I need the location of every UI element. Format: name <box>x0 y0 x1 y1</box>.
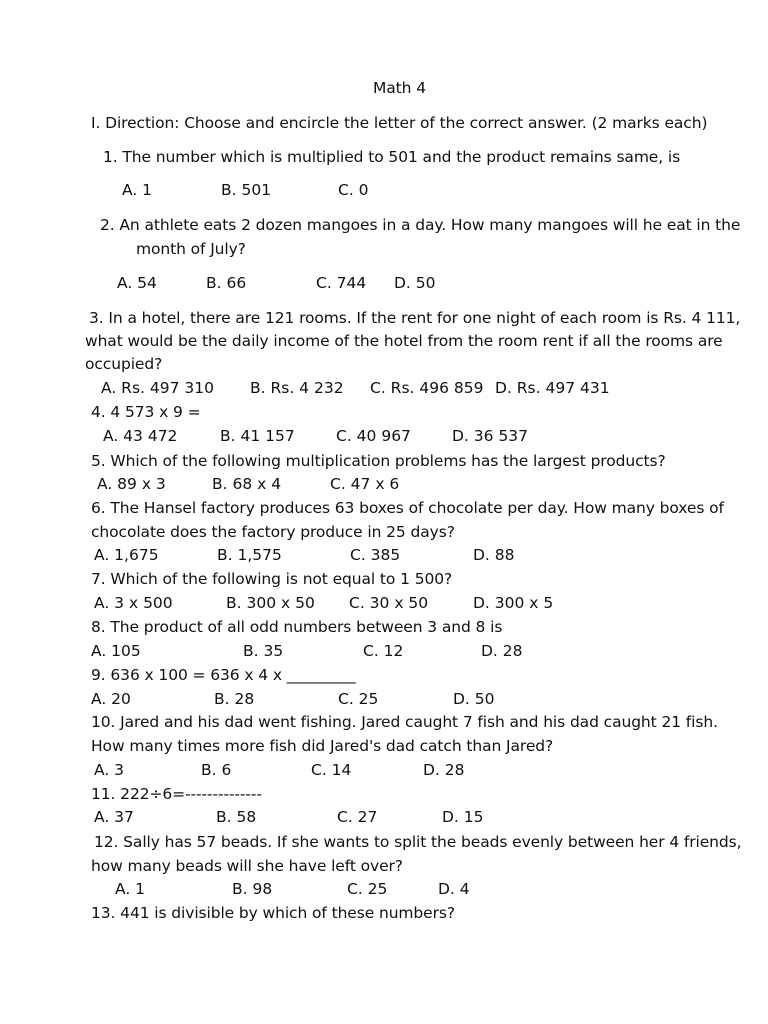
question-text-continuation: what would be the daily income of the hotel from the room rent if all the rooms are <box>85 332 723 350</box>
answer-option[interactable]: A. 37 <box>94 808 134 826</box>
answer-option[interactable]: A. 1 <box>115 880 146 898</box>
answer-option[interactable]: C. 30 x 50 <box>349 594 429 612</box>
answer-option[interactable]: B. 28 <box>214 690 255 708</box>
answer-option[interactable]: B. 41 157 <box>220 427 295 445</box>
question-text: 12. Sally has 57 beads. If she wants to split the beads evenly between her 4 friends, <box>94 833 742 851</box>
answer-option[interactable]: D. 50 <box>453 690 495 708</box>
answer-option[interactable]: C. 25 <box>338 690 379 708</box>
answer-option[interactable]: A. 43 472 <box>103 427 178 445</box>
question-text-continuation: how many beads will she have left over? <box>91 857 403 875</box>
answer-option[interactable]: B. 68 x 4 <box>212 475 282 493</box>
answer-option[interactable]: D. 36 537 <box>452 427 529 445</box>
answer-option[interactable]: C. 40 967 <box>336 427 411 445</box>
question-text: 1. The number which is multiplied to 501 and the product remains same, is <box>103 148 681 166</box>
answer-option[interactable]: B. 501 <box>221 181 272 199</box>
answer-option[interactable]: A. 3 x 500 <box>94 594 173 612</box>
answer-option[interactable]: D. 28 <box>481 642 523 660</box>
answer-option[interactable]: B. 6 <box>201 761 232 779</box>
answer-option[interactable]: A. 105 <box>91 642 141 660</box>
answer-option[interactable]: C. 25 <box>347 880 388 898</box>
question-text-continuation: occupied? <box>85 355 163 373</box>
question-text-continuation: How many times more fish did Jared's dad catch than Jared? <box>91 737 554 755</box>
answer-option[interactable]: B. 58 <box>216 808 257 826</box>
answer-option[interactable]: C. 47 x 6 <box>330 475 400 493</box>
answer-option[interactable]: C. 744 <box>316 274 367 292</box>
answer-option[interactable]: B. 98 <box>232 880 273 898</box>
directions-text: I. Direction: Choose and encircle the letter of the correct answer. (2 marks each) <box>91 114 708 132</box>
answer-option[interactable]: B. 300 x 50 <box>226 594 315 612</box>
answer-option[interactable]: A. 1,675 <box>94 546 159 564</box>
question-text: 5. Which of the following multiplication problems has the largest products? <box>91 452 666 470</box>
question-text-continuation: chocolate does the factory produce in 25 days? <box>91 523 455 541</box>
question-text: 11. 222÷6=-------------- <box>91 785 262 803</box>
answer-option[interactable]: C. 12 <box>363 642 404 660</box>
answer-option[interactable]: B. Rs. 4 232 <box>250 379 344 397</box>
answer-option[interactable]: B. 1,575 <box>217 546 282 564</box>
question-text: 3. In a hotel, there are 121 rooms. If the rent for one night of each room is Rs. 4 111, <box>89 309 741 327</box>
answer-option[interactable]: D. 50 <box>394 274 436 292</box>
answer-option[interactable]: A. 3 <box>94 761 125 779</box>
question-text: 10. Jared and his dad went fishing. Jared caught 7 fish and his dad caught 21 fish. <box>91 713 718 731</box>
answer-option[interactable]: B. 66 <box>206 274 247 292</box>
question-text-continuation: month of July? <box>136 240 246 258</box>
answer-option[interactable]: A. 54 <box>117 274 157 292</box>
question-text: 13. 441 is divisible by which of these numbers? <box>91 904 455 922</box>
answer-option[interactable]: C. 385 <box>350 546 401 564</box>
question-text: 8. The product of all odd numbers between 3 and 8 is <box>91 618 503 636</box>
answer-option[interactable]: A. Rs. 497 310 <box>101 379 214 397</box>
answer-option[interactable]: C. 14 <box>311 761 352 779</box>
question-text: 6. The Hansel factory produces 63 boxes of chocolate per day. How many boxes of <box>91 499 724 517</box>
answer-option[interactable]: A. 20 <box>91 690 131 708</box>
question-text: 4. 4 573 x 9 = <box>91 403 201 421</box>
answer-option[interactable]: C. Rs. 496 859 <box>370 379 484 397</box>
answer-option[interactable]: D. 15 <box>442 808 484 826</box>
answer-option[interactable]: B. 35 <box>243 642 284 660</box>
answer-option[interactable]: D. 88 <box>473 546 515 564</box>
question-text: 7. Which of the following is not equal to 1 500? <box>91 570 453 588</box>
answer-option[interactable]: C. 27 <box>337 808 378 826</box>
answer-option[interactable]: D. Rs. 497 431 <box>495 379 610 397</box>
question-text: 9. 636 x 100 = 636 x 4 x _________ <box>91 666 356 684</box>
answer-option[interactable]: D. 4 <box>438 880 470 898</box>
answer-option[interactable]: A. 1 <box>122 181 153 199</box>
worksheet-title: Math 4 <box>373 79 426 97</box>
answer-option[interactable]: C. 0 <box>338 181 369 199</box>
answer-option[interactable]: D. 28 <box>423 761 465 779</box>
question-text: 2. An athlete eats 2 dozen mangoes in a day. How many mangoes will he eat in the <box>100 216 741 234</box>
answer-option[interactable]: D. 300 x 5 <box>473 594 554 612</box>
answer-option[interactable]: A. 89 x 3 <box>97 475 166 493</box>
